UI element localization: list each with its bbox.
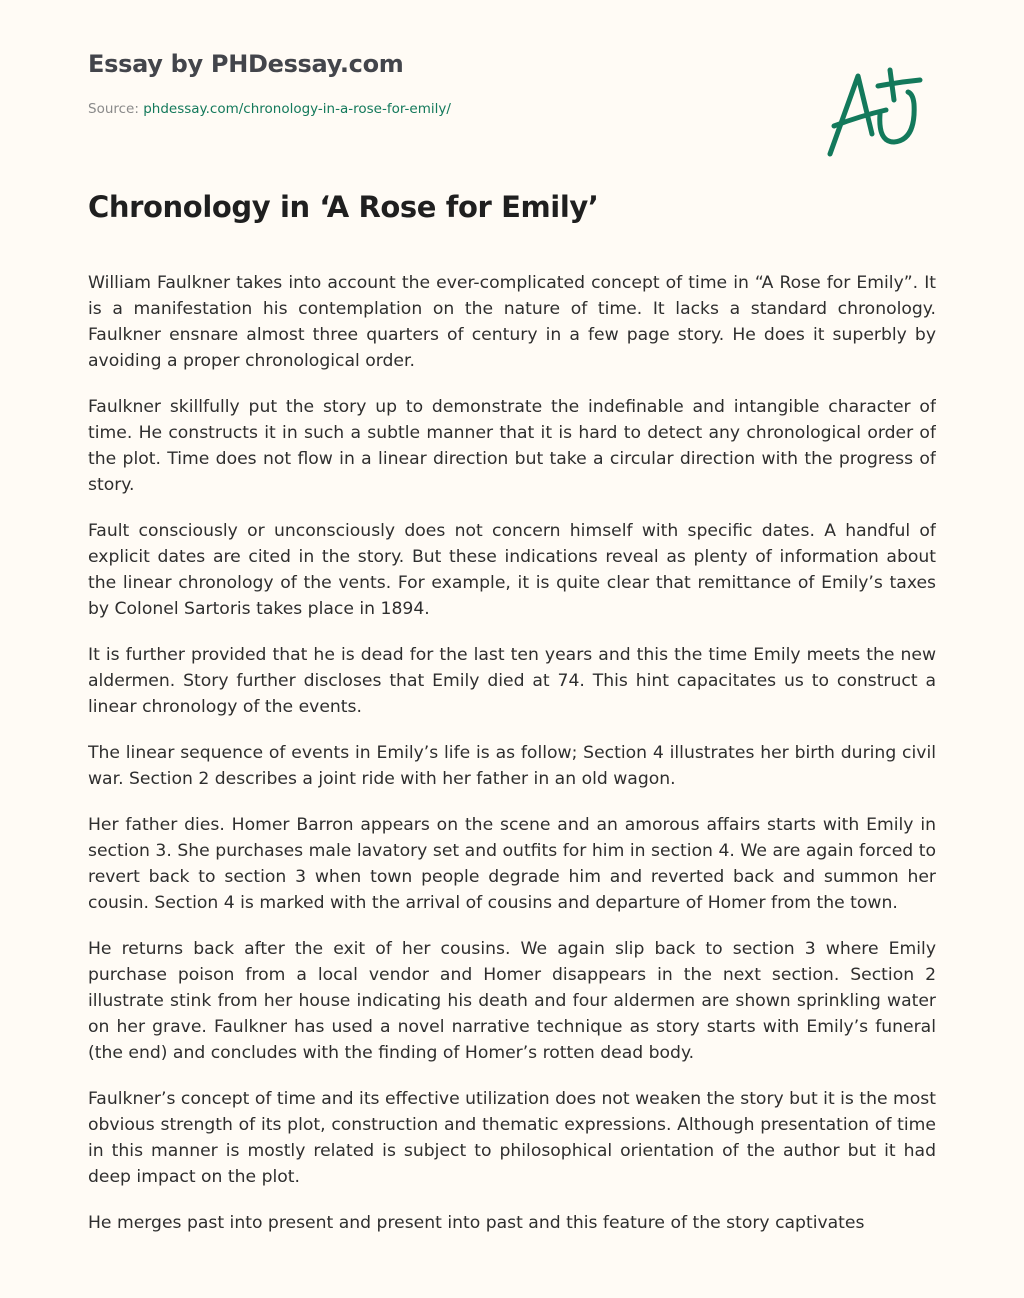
paragraph: He returns back after the exit of her cousins. We again slip back to section 3 where Emily purchase poison from a local vendor and Homer disappears in the next section. Section 2 illustrate stink from her house indicating his death and four aldermen are shown sprinkling water on her grave. Faulkner has used a novel narrative technique as story starts with Emily’s funeral (the end) and concludes with the finding of Homer’s rotten dead body.: [88, 939, 936, 1063]
paragraph: Faulkner skillfully put the story up to demonstrate the indefinable and intangible character of time. He constructs it in such a subtle manner that it is hard to detect any chronological order of the plot. Time does not flow in a linear direction but take a circular direction with the progress of story.: [88, 397, 936, 495]
paragraph: The linear sequence of events in Emily’s life is as follow; Section 4 illustrates her birth during civil war. Section 2 describes a joint ride with her father in an old wagon.: [88, 743, 936, 789]
paragraph: Fault consciously or unconsciously does not concern himself with specific dates. A handful of explicit dates are cited in the story. But these indications reveal as plenty of information about the linear chronology of the vents. For example, it is quite clear that remittance of Emily’s taxes by Colonel Sartoris takes place in 1894.: [88, 521, 936, 619]
a-plus-logo-icon: [820, 64, 930, 160]
source-line: [88, 101, 451, 117]
essay-body: [88, 270, 936, 1254]
source-link[interactable]: phdessay.com/chronology-in-a-rose-for-emily/: [143, 101, 451, 117]
paragraph: Her father dies. Homer Barron appears on the scene and an amorous affairs starts with Emily in section 3. She purchases male lavatory set and outfits for him in section 4. We are again forced to revert back to section 3 when town people degrade him and reverted back and summon her cousin. Section 4 is marked with the arrival of cousins and departure of Homer from the town.: [88, 815, 936, 913]
essay-title: Chronology in ‘A Rose for Emily’: [88, 190, 599, 224]
paragraph: Faulkner’s concept of time and its effective utilization does not weaken the story but it is the most obvious strength of its plot, construction and thematic expressions. Although presentation of time in this manner is mostly related is subject to philosophical orientation of the author but it had deep impact on the plot.: [88, 1089, 936, 1187]
paragraph: William Faulkner takes into account the ever-complicated concept of time in “A Rose for Emily”. It is a manifestation his contemplation on the nature of time. It lacks a standard chronology. Faulkner ensnare almost three quarters of century in a few page story. He does it superbly by avoiding a proper chronological order.: [88, 273, 936, 371]
site-brand: Essay by PHDessay.com: [88, 50, 404, 78]
paragraph: It is further provided that he is dead for the last ten years and this the time Emily meets the new aldermen. Story further discloses that Emily died at 74. This hint capacitates us to construct a linear chronology of the events.: [88, 645, 936, 717]
paragraph: He merges past into present and present into past and this feature of the story captivates: [88, 1213, 865, 1233]
source-label: Source:: [88, 101, 139, 117]
